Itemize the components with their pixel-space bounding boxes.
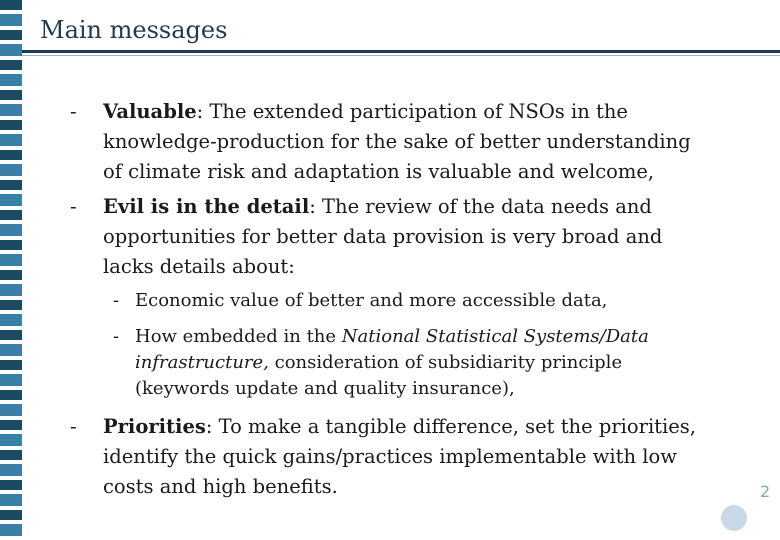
sub-bullet-text: How embedded in the (135, 326, 342, 347)
bullet-text: : The review of the data needs and (309, 195, 652, 218)
sub-bullet-economic-value (113, 288, 753, 314)
bullet-text: identify the quick gains/practices implementable with low (103, 445, 677, 468)
bullet-text: of climate risk and adaptation is valuable and welcome, (103, 160, 655, 183)
bullet-text: : To make a tangible difference, set the priorities, (205, 415, 697, 438)
bullet-text: : The extended participation of NSOs in the (196, 100, 628, 123)
bullet-dash: - (70, 195, 77, 218)
decorative-circle (721, 505, 747, 531)
sub-bullet-italic: infrastructure, (135, 352, 269, 373)
bullet-priorities (70, 412, 750, 502)
slide-title: Main messages (40, 16, 228, 44)
bullet-text: opportunities for better data provision is very broad and (103, 225, 663, 248)
sub-bullet-dash: - (113, 326, 120, 347)
bullet-text: costs and high benefits. (103, 475, 338, 498)
sub-bullet-italic: National Statistical Systems/Data (341, 326, 649, 347)
bullet-text: lacks details about: (103, 255, 295, 278)
page-number: 2 (760, 482, 771, 501)
bullet-heading: Evil is in the detail (103, 195, 310, 218)
bullet-text: knowledge-production for the sake of better understanding (103, 130, 691, 153)
sub-bullet-text: consideration of subsidiarity principle (268, 352, 623, 373)
sub-bullet-text: Economic value of better and more accessible data, (135, 290, 608, 311)
bullet-dash: - (70, 415, 77, 438)
sub-bullet-text: (keywords update and quality insurance), (135, 378, 515, 399)
bullet-heading: Priorities (103, 415, 206, 438)
bullet-heading: Valuable (103, 100, 197, 123)
bullet-valuable (70, 97, 750, 187)
sub-bullet-dash: - (113, 290, 120, 311)
sub-bullet-how-embedded (113, 324, 753, 402)
bullet-evil-is-in-the-detail (70, 192, 750, 282)
bullet-dash: - (70, 100, 77, 123)
